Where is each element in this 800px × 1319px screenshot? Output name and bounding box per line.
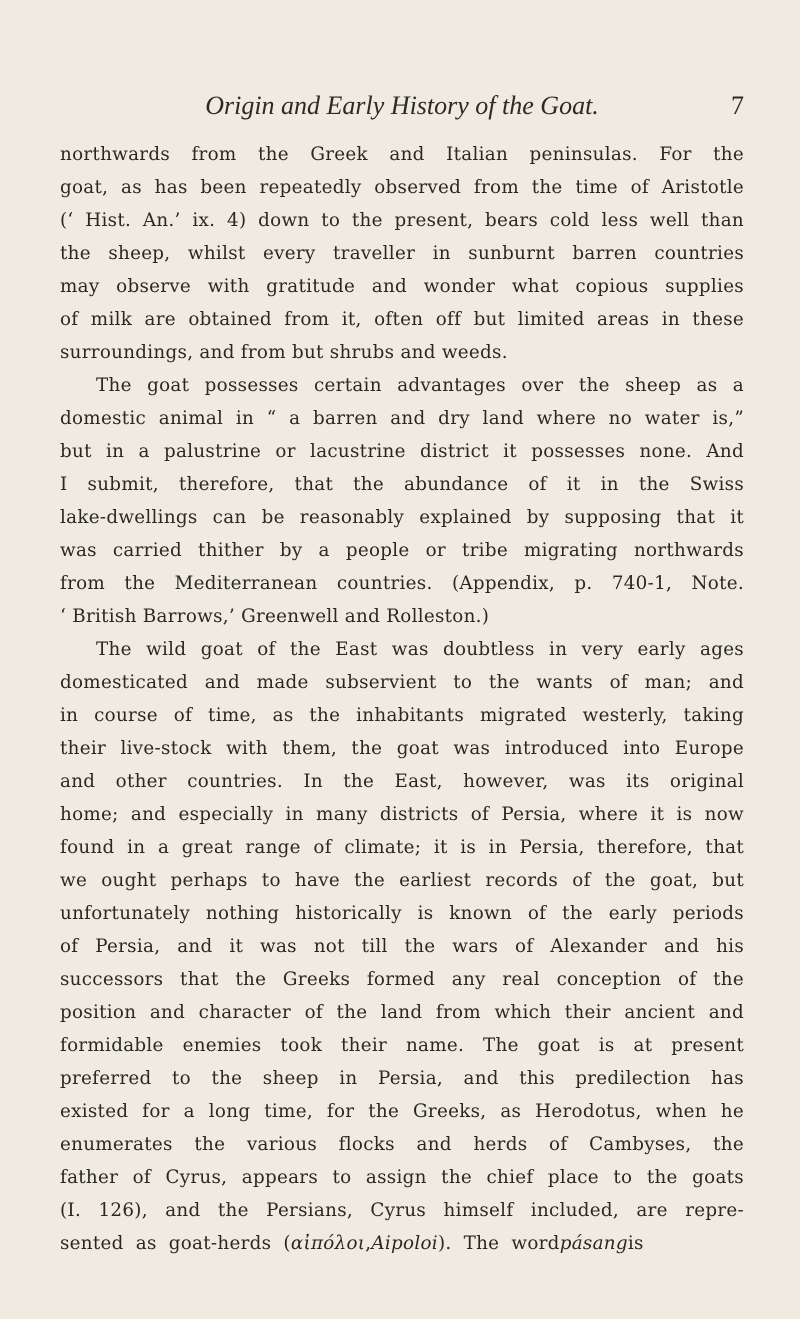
final-line-middle: , — [365, 1233, 372, 1254]
running-head — [60, 88, 744, 128]
text-line: formidable enemies took their name. The goat is at present — [60, 1035, 744, 1056]
text-line: I submit, therefore, that the abundance of it in the Swiss — [60, 474, 744, 495]
text-line: northwards from the Greek and Italian peninsulas. For the — [60, 144, 744, 165]
page-number: 7 — [731, 91, 744, 120]
text-line: was carried thither by a people or tribe migrating northwards — [60, 540, 744, 561]
text-line: surroundings, and from but shrubs and weeds. — [60, 342, 508, 363]
text-line: domestic animal in “ a barren and dry land where no water is,” — [60, 408, 744, 429]
text-line: enumerates the various flocks and herds of Cambyses, the — [60, 1134, 744, 1155]
text-line: of milk are obtained from it, often off but limited areas in these — [60, 309, 744, 330]
text-line: and other countries. In the East, however, was its original — [60, 771, 744, 792]
transliteration: Aipoloi — [371, 1233, 438, 1254]
text-line: domesticated and made subservient to the wants of man; and — [60, 672, 744, 693]
text-line: in course of time, as the inhabitants migrated westerly, taking — [60, 705, 744, 726]
final-line-after: ). The word — [437, 1233, 560, 1254]
greek-word: αἰπόλοι — [290, 1233, 366, 1254]
foreign-word: pásang — [559, 1233, 628, 1254]
text-line: (‘ Hist. An.’ ix. 4) down to the present, bears cold less well than — [60, 210, 744, 231]
text-line: position and character of the land from which their ancient and — [60, 1002, 744, 1023]
text-line: of Persia, and it was not till the wars of Alexander and his — [60, 936, 744, 957]
text-line: father of Cyrus, appears to assign the chief place to the goats — [60, 1167, 744, 1188]
text-line: The goat possesses certain advantages over the sheep as a — [96, 375, 744, 396]
text-line: we ought perhaps to have the earliest records of the goat, but — [60, 870, 744, 891]
text-line: lake-dwellings can be reasonably explained by supposing that it — [60, 507, 744, 528]
text-line: may observe with gratitude and wonder what copious supplies — [60, 276, 744, 297]
text-line: unfortunately nothing historically is known of the early periods — [60, 903, 744, 924]
text-line: (I. 126), and the Persians, Cyrus himself included, are repre- — [60, 1200, 744, 1221]
text-line-final — [60, 1227, 744, 1260]
text-line: home; and especially in many districts of Persia, where it is now — [60, 804, 744, 825]
text-line: existed for a long time, for the Greeks, as Herodotus, when he — [60, 1101, 744, 1122]
final-line-end: is — [627, 1233, 644, 1254]
final-line-before: sented as goat-herds ( — [60, 1233, 291, 1254]
text-line: goat, as has been repeatedly observed from the time of Aristotle — [60, 177, 744, 198]
text-line: but in a palustrine or lacustrine district it possesses none. And — [60, 441, 744, 462]
text-line: successors that the Greeks formed any real conception of the — [60, 969, 744, 990]
text-line: The wild goat of the East was doubtless in very early ages — [96, 639, 744, 660]
text-line: the sheep, whilst every traveller in sunburnt barren countries — [60, 243, 744, 264]
text-line: from the Mediterranean countries. (Appendix, p. 740-1, Note. — [60, 573, 744, 594]
text-line: their live-stock with them, the goat was introduced into Europe — [60, 738, 744, 759]
body-text — [60, 138, 744, 1260]
running-title: Origin and Early History of the Goat. — [205, 91, 599, 120]
text-line: ‘ British Barrows,’ Greenwell and Rolleston.) — [60, 606, 490, 627]
text-line: found in a great range of climate; it is in Persia, therefore, that — [60, 837, 744, 858]
text-line: preferred to the sheep in Persia, and this predilection has — [60, 1068, 744, 1089]
